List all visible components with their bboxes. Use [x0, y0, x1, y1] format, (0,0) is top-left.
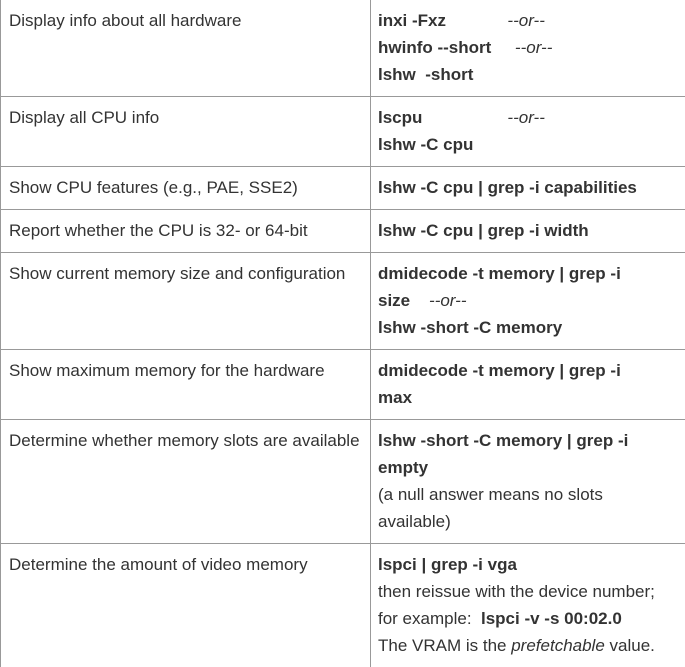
- task-description: Determine whether memory slots are available: [1, 420, 371, 544]
- command-cell: [371, 544, 685, 667]
- command-line: [378, 34, 679, 61]
- task-description: Show current memory size and configuration: [1, 253, 371, 350]
- command-line: [378, 217, 679, 244]
- command-text: lshw -short -C memory | grep -i: [378, 431, 628, 450]
- command-text: inxi -Fxz: [378, 11, 446, 30]
- command-text: lshw -short: [378, 65, 473, 84]
- command-line: [378, 427, 679, 454]
- command-cell: [371, 253, 685, 350]
- command-line: [378, 605, 679, 632]
- command-line: [378, 260, 679, 287]
- command-line: [378, 384, 679, 411]
- emphasis-text: prefetchable: [511, 636, 605, 655]
- note-text: then reissue with the device number;: [378, 582, 655, 601]
- or-separator: --or--: [491, 38, 552, 57]
- command-line: [378, 632, 679, 659]
- note-text: for example:: [378, 609, 481, 628]
- command-cell: [371, 167, 685, 210]
- table-row: [1, 0, 685, 97]
- command-line: [378, 508, 679, 535]
- table-row: [1, 210, 685, 253]
- task-description: Display all CPU info: [1, 97, 371, 167]
- table-body: [1, 0, 685, 667]
- table-row: [1, 167, 685, 210]
- note-text: available): [378, 512, 451, 531]
- table-row: [1, 97, 685, 167]
- command-line: [378, 61, 679, 88]
- command-line: [378, 551, 679, 578]
- task-description: Show maximum memory for the hardware: [1, 350, 371, 420]
- command-line: [378, 131, 679, 158]
- command-cell: [371, 97, 685, 167]
- command-line: [378, 578, 679, 605]
- command-text: lshw -C cpu | grep -i capabilities: [378, 178, 637, 197]
- table-row: [1, 420, 685, 544]
- task-description: Show CPU features (e.g., PAE, SSE2): [1, 167, 371, 210]
- note-text: The VRAM is the: [378, 636, 511, 655]
- command-text: empty: [378, 458, 428, 477]
- command-text: lspci | grep -i vga: [378, 555, 517, 574]
- command-text: dmidecode -t memory | grep -i: [378, 264, 621, 283]
- or-separator: --or--: [422, 108, 544, 127]
- command-text: lshw -C cpu: [378, 135, 473, 154]
- command-cell: [371, 350, 685, 420]
- command-cell: [371, 210, 685, 253]
- command-text: max: [378, 388, 412, 407]
- command-cell: [371, 0, 685, 97]
- table-row: [1, 544, 685, 667]
- or-separator: --or--: [446, 11, 545, 30]
- command-text: lscpu: [378, 108, 422, 127]
- task-description: Determine the amount of video memory: [1, 544, 371, 667]
- task-description: Report whether the CPU is 32- or 64-bit: [1, 210, 371, 253]
- command-text: lshw -C cpu | grep -i width: [378, 221, 589, 240]
- command-line: [378, 287, 679, 314]
- command-line: [378, 104, 679, 131]
- command-line: [378, 174, 679, 201]
- command-text: dmidecode -t memory | grep -i: [378, 361, 621, 380]
- command-line: [378, 357, 679, 384]
- command-text: lshw -short -C memory: [378, 318, 562, 337]
- command-line: [378, 454, 679, 481]
- command-text: size: [378, 291, 410, 310]
- table-row: [1, 253, 685, 350]
- command-line: [378, 314, 679, 341]
- note-text: (a null answer means no slots: [378, 485, 603, 504]
- command-text: lspci -v -s 00:02.0: [481, 609, 622, 628]
- or-separator: --or--: [410, 291, 466, 310]
- task-description: Display info about all hardware: [1, 0, 371, 97]
- command-text: hwinfo --short: [378, 38, 491, 57]
- command-line: [378, 481, 679, 508]
- command-line: [378, 7, 679, 34]
- table-row: [1, 350, 685, 420]
- note-text: value.: [605, 636, 655, 655]
- command-cell: [371, 420, 685, 544]
